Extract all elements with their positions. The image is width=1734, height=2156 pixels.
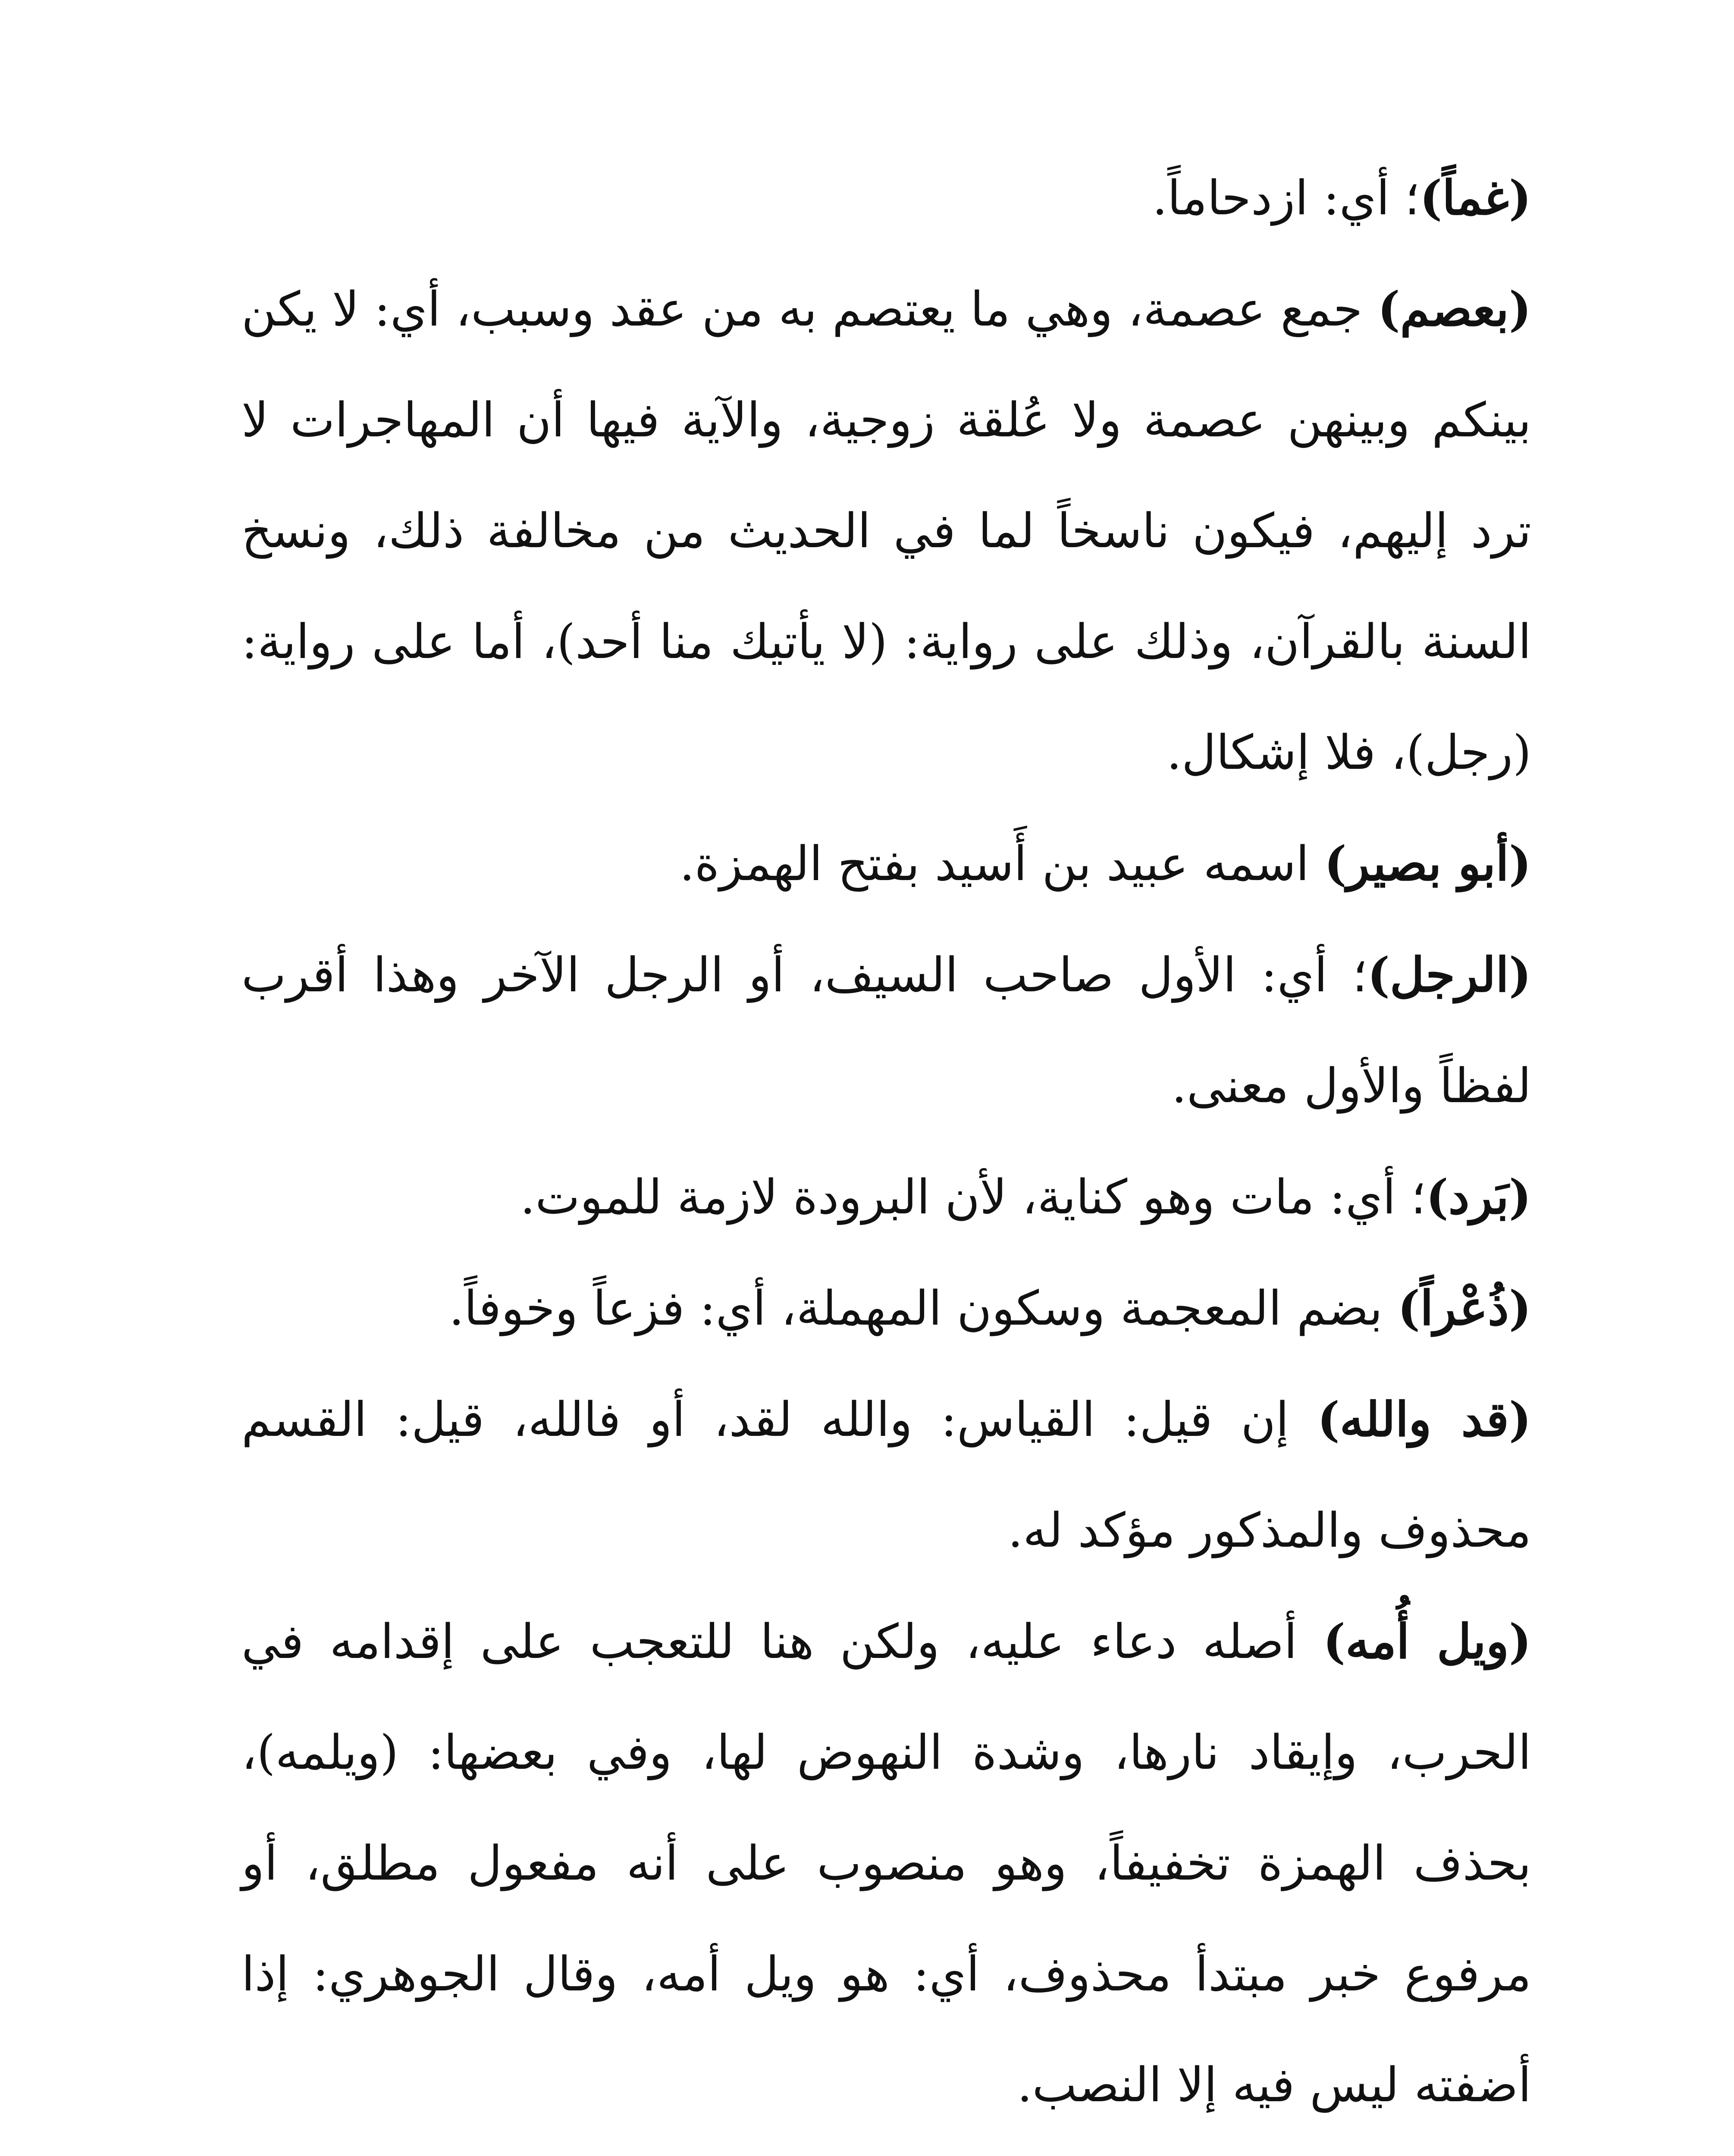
term: (قد والله) — [1317, 1391, 1531, 1447]
paragraph-text: إن قيل: القياس: والله لقد، أو فالله، قيل: القسم محذوف والمذكور مؤكد له. — [241, 1392, 1531, 1558]
paragraph-abu-basir — [241, 808, 1531, 919]
paragraph-misar — [241, 2140, 1531, 2156]
term: (ذُعْراً) — [1398, 1280, 1531, 1336]
paragraph-text: أصله دعاء عليه، ولكن هنا للتعجب على إقدامه في الحرب، وإيقاد نارها، وشدة النهوض لها، وفي بعضها: (ويلمه)، بحذف الهمزة تخفيفاً، وهو منصوب على أنه مفعول مطلق، أو مرفوع خبر مبتدأ محذوف، أي: هو ويل أمه، وقال الجوهري: إذا أضفته ليس فيه إلا النصب. — [241, 1614, 1531, 2112]
paragraph-text: جمع عصمة، وهي ما يعتصم به من عقد وسبب، أي: لا يكن بينكم وبينهن عصمة ولا عُلقة زوجية، والآية فيها أن المهاجرات لا ترد إليهم، فيكون ناسخاً لما في الحديث من مخالفة ذلك، ونسخ السنة بالقرآن، وذلك على رواية: (لا يأتيك منا أحد)، أما على رواية: (رجل)، فلا إشكال. — [241, 282, 1531, 780]
term: (الرجل) — [1367, 947, 1531, 1003]
paragraph-qad-wallah — [241, 1364, 1531, 1586]
paragraph-text: ؛ أي: مات وهو كناية، لأن البرودة لازمة للموت. — [520, 1169, 1426, 1225]
paragraph-wayl-ummih — [241, 1586, 1531, 2140]
term: (غماً) — [1420, 170, 1531, 226]
term: (بَرد) — [1426, 1169, 1531, 1225]
body-text — [241, 142, 1531, 2156]
paragraph-ghamman — [241, 142, 1531, 254]
paragraph-bi-isam — [241, 254, 1531, 808]
paragraph-dhuran — [241, 1253, 1531, 1364]
term: (بعصم) — [1377, 281, 1531, 337]
paragraph-al-rajul — [241, 919, 1531, 1141]
paragraph-text: اسمه عبيد بن أَسيد بفتح الهمزة. — [679, 836, 1324, 891]
paragraph-text: ؛ أي: الأول صاحب السيف، أو الرجل الآخر وهذا أقرب لفظاً والأول معنى. — [241, 947, 1531, 1113]
paragraph-barad — [241, 1141, 1531, 1253]
paragraph-text: ؛ أي: ازدحاماً. — [1152, 170, 1420, 226]
term: (أبو بصير) — [1324, 836, 1531, 891]
term: (ويل أُمه) — [1323, 1614, 1531, 1669]
paragraph-text: بضم المعجمة وسكون المهملة، أي: فزعاً وخوفاً. — [449, 1281, 1398, 1336]
